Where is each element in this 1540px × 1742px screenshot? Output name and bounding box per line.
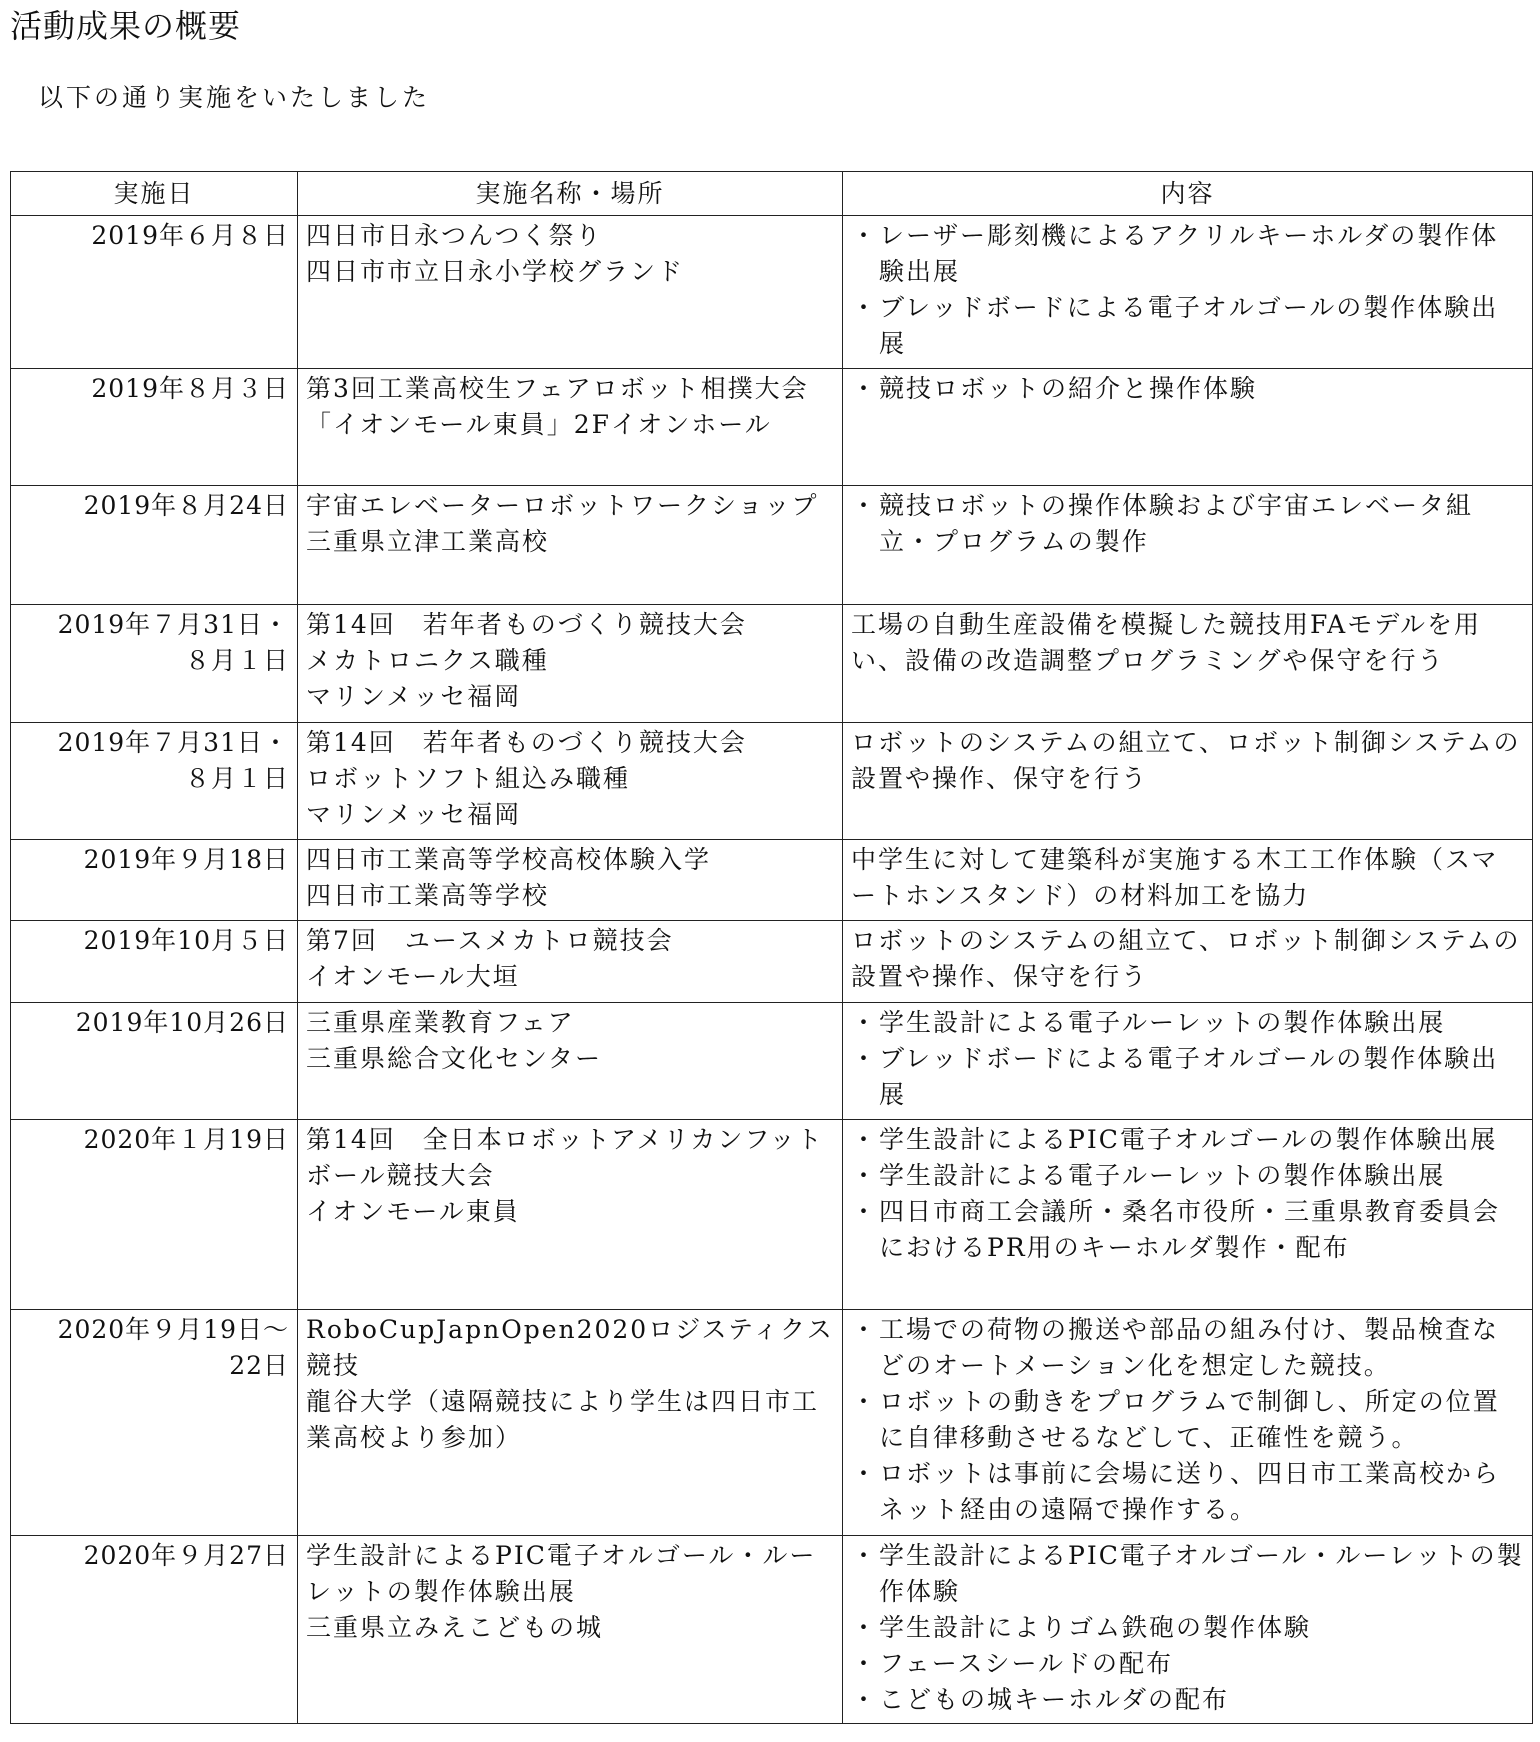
content-bullet-item: ・ こどもの城キーホルダの配布 (851, 1682, 1524, 1718)
content-bullet-item: ・ ブレッドボードによる電子オルゴールの製作体験出展 (851, 1041, 1524, 1113)
event-venue-cell (298, 216, 843, 369)
content-text: 工場の自動生産設備を模擬した競技用FAモデルを用い、設備の改造調整プログラミングや保守を行う (851, 610, 1481, 675)
venue-line: 四日市工業高等学校 (306, 881, 550, 910)
content-bullet-item: ・ ブレッドボードによる電子オルゴールの製作体験出展 (851, 290, 1524, 362)
content-bullet-item: ・ ロボットの動きをプログラムで制御し、所定の位置に自律移動させるなどして、正確性を競う。 (851, 1384, 1524, 1456)
content-bullet-item: ・ 工場での荷物の搬送や部品の組み付け、製品検査などのオートメーション化を想定した競技。 (851, 1312, 1524, 1384)
venue-line: 龍谷大学（遠隔競技により学生は四日市工業高校より参加） (306, 1387, 820, 1452)
content-text: ロボットのシステムの組立て、ロボット制御システムの設置や操作、保守を行う (851, 728, 1521, 793)
date-line: 2019年８月24日 (83, 491, 289, 520)
venue-line: 第3回工業高校生フェアロボット相撲大会 (306, 374, 809, 403)
content-cell (843, 1120, 1533, 1310)
date-cell (11, 605, 298, 723)
venue-line: イオンモール大垣 (306, 962, 520, 991)
venue-line: 四日市日永つんつく祭り (306, 221, 603, 250)
date-line: ８月１日 (184, 764, 289, 793)
venue-line: 第7回 ユースメカトロ競技会 (306, 926, 674, 955)
table-row (11, 1310, 1533, 1536)
content-bullet-item: ・ ロボットは事前に会場に送り、四日市工業高校からネット経由の遠隔で操作する。 (851, 1456, 1524, 1528)
venue-line: マリンメッセ福岡 (306, 800, 522, 829)
content-bullet-item: ・ 四日市商工会議所・桑名市役所・三重県教育委員会におけるPR用のキーホルダ製作・配布 (851, 1194, 1524, 1266)
venue-line: 第14回 若年者ものづくり競技大会 (306, 728, 747, 757)
content-bullet-item: ・ 学生設計によりゴム鉄砲の製作体験 (851, 1610, 1524, 1646)
content-cell (843, 1536, 1533, 1724)
date-cell (11, 921, 298, 1003)
date-line: 2019年８月３日 (91, 374, 289, 403)
venue-line: 第14回 全日本ロボットアメリカンフットボール競技大会 (306, 1125, 824, 1190)
date-line: 2019年９月18日 (83, 845, 289, 874)
table-body (11, 216, 1533, 1724)
event-venue-cell (298, 1536, 843, 1724)
date-line: 2019年７月31日・ (57, 728, 289, 757)
date-line: 2020年９月19日～ (57, 1315, 289, 1344)
date-cell (11, 1536, 298, 1724)
date-line: 2020年１月19日 (83, 1125, 289, 1154)
event-venue-cell (298, 605, 843, 723)
venue-line: 四日市市立日永小学校グランド (306, 257, 685, 286)
venue-line: 学生設計によるPIC電子オルゴール・ルーレットの製作体験出展 (306, 1541, 817, 1606)
venue-line: イオンモール東員 (306, 1197, 520, 1226)
content-bullet-item: ・ 学生設計による電子ルーレットの製作体験出展 (851, 1005, 1524, 1041)
content-text: 中学生に対して建築科が実施する木工工作体験（スマートホンスタンド）の材料加工を協力 (851, 845, 1499, 910)
event-venue-cell (298, 1003, 843, 1120)
table-row (11, 1120, 1533, 1310)
intro-text: 以下の通り実施をいたしました (38, 83, 431, 112)
event-venue-cell (298, 369, 843, 486)
venue-line: 三重県産業教育フェア (306, 1008, 575, 1037)
venue-line: マリンメッセ福岡 (306, 682, 522, 711)
event-venue-cell (298, 840, 843, 921)
date-cell (11, 1120, 298, 1310)
venue-line: メカトロニクス職種 (306, 646, 549, 675)
content-bullet-item: ・ 学生設計によるPIC電子オルゴールの製作体験出展 (851, 1122, 1524, 1158)
date-cell (11, 486, 298, 605)
content-text: ロボットのシステムの組立て、ロボット制御システムの設置や操作、保守を行う (851, 926, 1521, 991)
venue-line: 宇宙エレベーターロボットワークショップ (306, 491, 819, 520)
date-cell (11, 1003, 298, 1120)
table-row (11, 840, 1533, 921)
event-venue-cell (298, 1120, 843, 1310)
date-line: 2019年６月８日 (91, 221, 289, 250)
event-venue-cell (298, 1310, 843, 1536)
date-cell (11, 369, 298, 486)
content-bullet-item: ・ 競技ロボットの操作体験および宇宙エレベータ組立・プログラムの製作 (851, 488, 1524, 560)
content-cell (843, 486, 1533, 605)
content-bullet-item: ・ 競技ロボットの紹介と操作体験 (851, 371, 1524, 407)
date-line: ８月１日 (184, 646, 289, 675)
content-cell (843, 605, 1533, 723)
column-header-date: 実施日 (11, 172, 298, 216)
content-cell (843, 840, 1533, 921)
date-cell (11, 1310, 298, 1536)
date-line: 22日 (229, 1351, 289, 1380)
date-line: 2020年９月27日 (83, 1541, 289, 1570)
venue-line: 第14回 若年者ものづくり競技大会 (306, 610, 747, 639)
content-bullet-item: ・ 学生設計によるPIC電子オルゴール・ルーレットの製作体験 (851, 1538, 1524, 1610)
table-row (11, 921, 1533, 1003)
page-title: 活動成果の概要 (10, 7, 242, 45)
content-cell (843, 1310, 1533, 1536)
content-cell (843, 921, 1533, 1003)
content-cell (843, 1003, 1533, 1120)
date-cell (11, 216, 298, 369)
content-cell (843, 723, 1533, 840)
venue-line: 三重県立津工業高校 (306, 527, 550, 556)
venue-line: 三重県総合文化センター (306, 1044, 603, 1073)
content-cell (843, 216, 1533, 369)
content-bullet-item: ・ 学生設計による電子ルーレットの製作体験出展 (851, 1158, 1524, 1194)
table-header-row (11, 172, 1533, 216)
event-venue-cell (298, 921, 843, 1003)
table-row (11, 369, 1533, 486)
table-row (11, 1003, 1533, 1120)
table-row (11, 216, 1533, 369)
table-row (11, 1536, 1533, 1724)
venue-line: RoboCupJapnOpen2020ロジスティクス競技 (306, 1315, 834, 1380)
column-header-venue: 実施名称・場所 (298, 172, 843, 216)
table-row (11, 605, 1533, 723)
table-row (11, 723, 1533, 840)
venue-line: 三重県立みえこどもの城 (306, 1613, 604, 1642)
content-bullet-item: ・ レーザー彫刻機によるアクリルキーホルダの製作体験出展 (851, 218, 1524, 290)
venue-line: 「イオンモール東員」2Fイオンホール (306, 410, 772, 439)
venue-line: ロボットソフト組込み職種 (306, 764, 631, 793)
content-cell (843, 369, 1533, 486)
activities-table (10, 171, 1533, 1724)
date-cell (11, 840, 298, 921)
date-line: 2019年10月26日 (75, 1008, 289, 1037)
date-line: 2019年10月５日 (83, 926, 289, 955)
event-venue-cell (298, 486, 843, 605)
venue-line: 四日市工業高等学校高校体験入学 (306, 845, 712, 874)
date-line: 2019年７月31日・ (57, 610, 289, 639)
event-venue-cell (298, 723, 843, 840)
column-header-content: 内容 (843, 172, 1533, 216)
date-cell (11, 723, 298, 840)
table-row (11, 486, 1533, 605)
content-bullet-item: ・ フェースシールドの配布 (851, 1646, 1524, 1682)
